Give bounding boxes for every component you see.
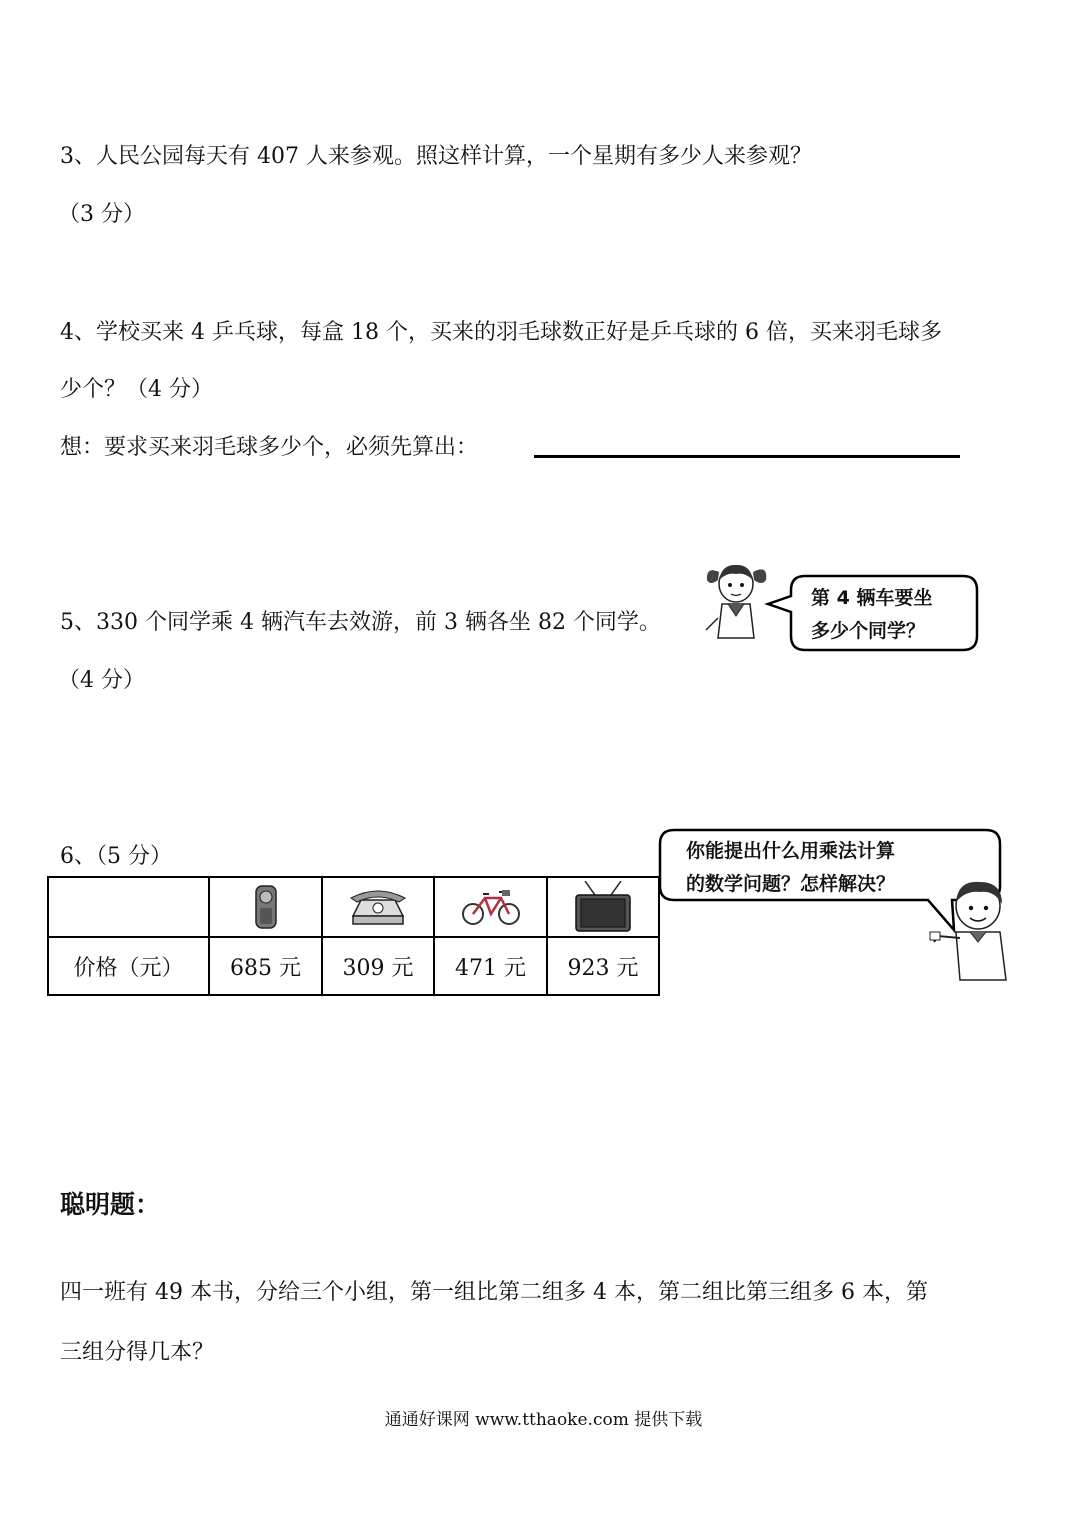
q4-answer-blank[interactable]: [534, 455, 960, 458]
mobile-phone-icon: [253, 884, 279, 930]
q5-text: 5、330 个同学乘 4 辆汽车去效游，前 3 辆各坐 82 个同学。: [60, 610, 661, 635]
table-cell-television: [547, 877, 659, 937]
q4-hint: 想：要求买来羽毛球多少个，必须先算出：: [60, 435, 479, 460]
price-telephone: 309 元: [322, 937, 434, 995]
price-row-label: 价格（元）: [48, 937, 209, 995]
q3-score: （3 分）: [58, 202, 145, 227]
television-icon: [573, 881, 633, 933]
price-television: 923 元: [547, 937, 659, 995]
q4-text-line1: 4、学校买来 4 乒乓球，每盒 18 个，买来的羽毛球数正好是乒乓球的 6 倍，买来羽毛球多: [60, 320, 942, 345]
clever-text-line2: 三组分得几本？: [60, 1340, 215, 1365]
price-phone: 685 元: [209, 937, 322, 995]
q5-score: （4 分）: [58, 668, 145, 693]
price-table: [47, 876, 660, 996]
clever-heading: 聪明题：: [60, 1190, 161, 1219]
telephone-icon: [347, 886, 409, 928]
table-row: [48, 877, 659, 937]
table-cell-phone: [209, 877, 322, 937]
q5-bubble-line2: 多少个同学？: [811, 620, 926, 642]
table-cell-bicycle: [434, 877, 547, 937]
q6-bubble-line2: 的数学问题？怎样解决？: [686, 873, 896, 895]
q6-bubble-line1: 你能提出什么用乘法计算: [686, 840, 896, 862]
q4-text-line2: 少个？（4 分）: [60, 377, 213, 402]
bicycle-icon: [461, 886, 521, 928]
q5-bubble-line1: 第 4 辆车要坐: [811, 587, 933, 609]
table-corner-cell: [48, 877, 209, 937]
q6-title: 6、（5 分）: [60, 844, 172, 869]
table-cell-telephone: [322, 877, 434, 937]
table-row: [48, 937, 659, 995]
girl-figure-icon: [700, 558, 772, 640]
price-bicycle: 471 元: [434, 937, 547, 995]
boy-figure-icon: [926, 876, 1018, 982]
q3-text: 3、人民公园每天有 407 人来参观。照这样计算，一个星期有多少人来参观？: [60, 144, 812, 169]
footer-credit: 通通好课网 www.tthaoke.com 提供下载: [384, 1410, 703, 1430]
clever-text-line1: 四一班有 49 本书，分给三个小组，第一组比第二组多 4 本，第二组比第三组多 6 本，第: [60, 1280, 928, 1305]
